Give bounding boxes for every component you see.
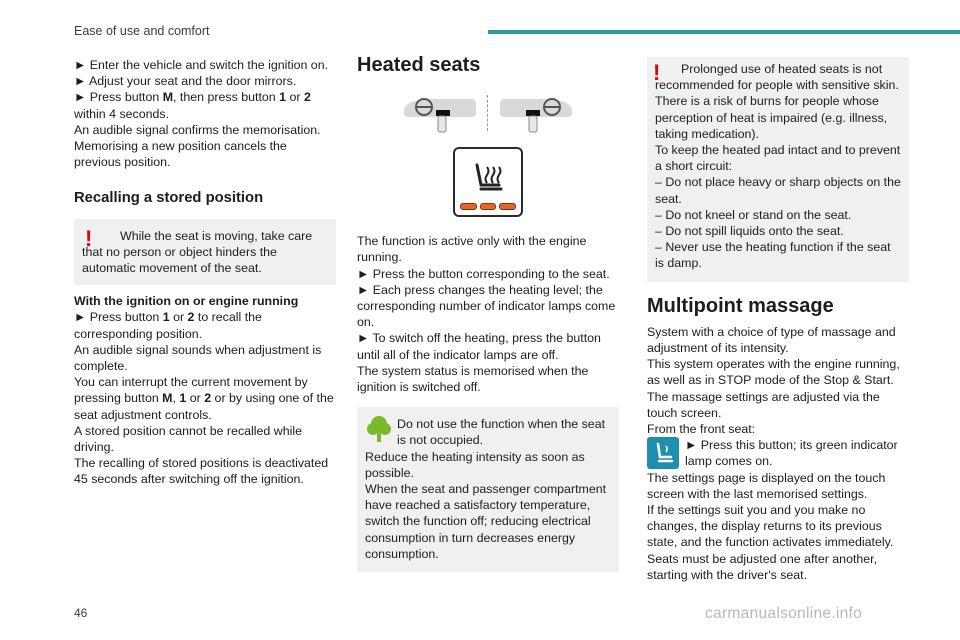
heated-seat-icon — [467, 159, 511, 199]
interrupt-text: You can interrupt the current movement by pressing button M, 1 or 2 or by using one of the seat adjustment controls. — [74, 375, 334, 422]
massage-button[interactable] — [647, 437, 679, 469]
section-title: Ease of use and comfort — [74, 24, 210, 38]
recall-step: ► Press button 1 or 2 to recall the corresponding position. — [74, 310, 262, 341]
confirm-text: An audible signal confirms the memorisation. — [74, 122, 321, 137]
column-right — [647, 57, 909, 583]
massage-p7: If the settings suit you and you make no changes, the display returns to its previous state, and the function activates immediately. — [647, 503, 894, 550]
warn-text-6: – Do not spill liquids onto the seat. — [655, 224, 844, 239]
warning-text: While the seat is moving, take care that no person or object hinders the automatic movement of the seat. — [82, 228, 313, 276]
massage-p1: System with a choice of type of massage and adjustment of its intensity. — [647, 324, 896, 356]
watermark: carmanualsonline.info — [705, 605, 863, 622]
massage-p8: Seats must be adjusted one after another, starting with the driver's seat. — [647, 551, 878, 582]
warn-text-2: There is a risk of burns for people whose perception of heat is impaired (e.g. illness, taking medication). — [655, 94, 888, 141]
step-adjust-seat: ► Adjust your seat and the door mirrors. — [74, 74, 297, 89]
heat-step-2: ► Each press changes the heating level; the corresponding number of indicator lamps come on. — [357, 282, 616, 330]
seat-location-icons — [357, 95, 619, 139]
warn-text-4: – Do not place heavy or sharp objects on the seat. — [655, 175, 901, 206]
recall-heading: Recalling a stored position — [74, 190, 264, 207]
warn-text-1: Prolonged use of heated seats is not recommended for people with sensitive skin. — [655, 62, 899, 93]
indicator-lamp — [499, 203, 516, 210]
column-middle — [357, 54, 619, 572]
stored-text: A stored position cannot be recalled while driving. — [74, 423, 302, 455]
massage-heading: Multipoint massage — [647, 294, 834, 317]
massage-p6: The settings page is displayed on the touch screen with the last memorised settings. — [647, 470, 886, 501]
divider — [487, 95, 488, 131]
indicator-lamp — [460, 203, 477, 210]
right-seat-steering-icon — [498, 95, 574, 135]
heated-seats-heading: Heated seats — [357, 54, 481, 76]
deactivated-text: The recalling of stored positions is deactivated 45 seconds after switching off the ignition. — [74, 456, 329, 487]
cancel-text: Memorising a new position cancels the previous position. — [74, 139, 287, 170]
active-text: The function is active only with the engine running. — [357, 234, 587, 265]
heat-step-1: ► Press the button corresponding to the seat. — [357, 266, 610, 281]
warn-text-5: – Do not kneel or stand on the seat. — [655, 207, 852, 222]
eco-text-3: When the seat and passenger compartment have reached a satisfactory temperature, switch the function off; reducing electrical consumption in turn decreases energy consumption. — [365, 482, 607, 561]
warning-box — [74, 219, 336, 286]
audible-text: An audible signal sounds when adjustment is complete. — [74, 342, 322, 374]
left-seat-steering-icon — [402, 95, 478, 135]
memorised-text: The system status is memorised when the ignition is switched off. — [357, 363, 589, 395]
eco-text-2: Reduce the heating intensity as soon as possible. — [365, 449, 585, 480]
page-number: 46 — [74, 606, 88, 620]
step-enter-vehicle: ► Enter the vehicle and switch the ignition on. — [74, 58, 329, 72]
heat-step-3: ► To switch off the heating, press the button until all of the indicator lamps are off. — [357, 331, 601, 362]
ignition-heading: With the ignition on or engine running — [74, 294, 299, 309]
massage-button-row — [647, 437, 909, 469]
warning-icon: ! — [653, 60, 661, 85]
indicator-lamps — [460, 203, 516, 210]
indicator-lamp — [480, 203, 497, 210]
warn-text-7: – Never use the heating function if the seat is damp. — [655, 240, 891, 271]
massage-p3: The massage settings are adjusted via the touch screen. — [647, 389, 880, 420]
massage-p4: From the front seat: — [647, 422, 756, 437]
eco-box — [357, 407, 619, 572]
warning-icon: ! — [85, 225, 93, 251]
eco-tree-icon — [367, 415, 391, 443]
eco-text-1: Do not use the function when the seat is not occupied. — [397, 417, 606, 448]
massage-p5: ► Press this button; its green indicator lamp comes on. — [685, 438, 898, 469]
skin-warning-box — [647, 57, 909, 282]
step-press-button: ► Press button M, then press button 1 or 2 within 4 seconds. — [74, 90, 311, 121]
column-left — [74, 57, 336, 488]
heated-seat-button[interactable] — [453, 147, 523, 217]
massage-seat-icon — [647, 437, 679, 469]
massage-p2: This system operates with the engine running, as well as in STOP mode of the Stop & Start. — [647, 357, 900, 388]
warn-text-3: To keep the heated pad intact and to prevent a short circuit: — [655, 143, 901, 174]
header-accent-bar — [488, 30, 960, 34]
